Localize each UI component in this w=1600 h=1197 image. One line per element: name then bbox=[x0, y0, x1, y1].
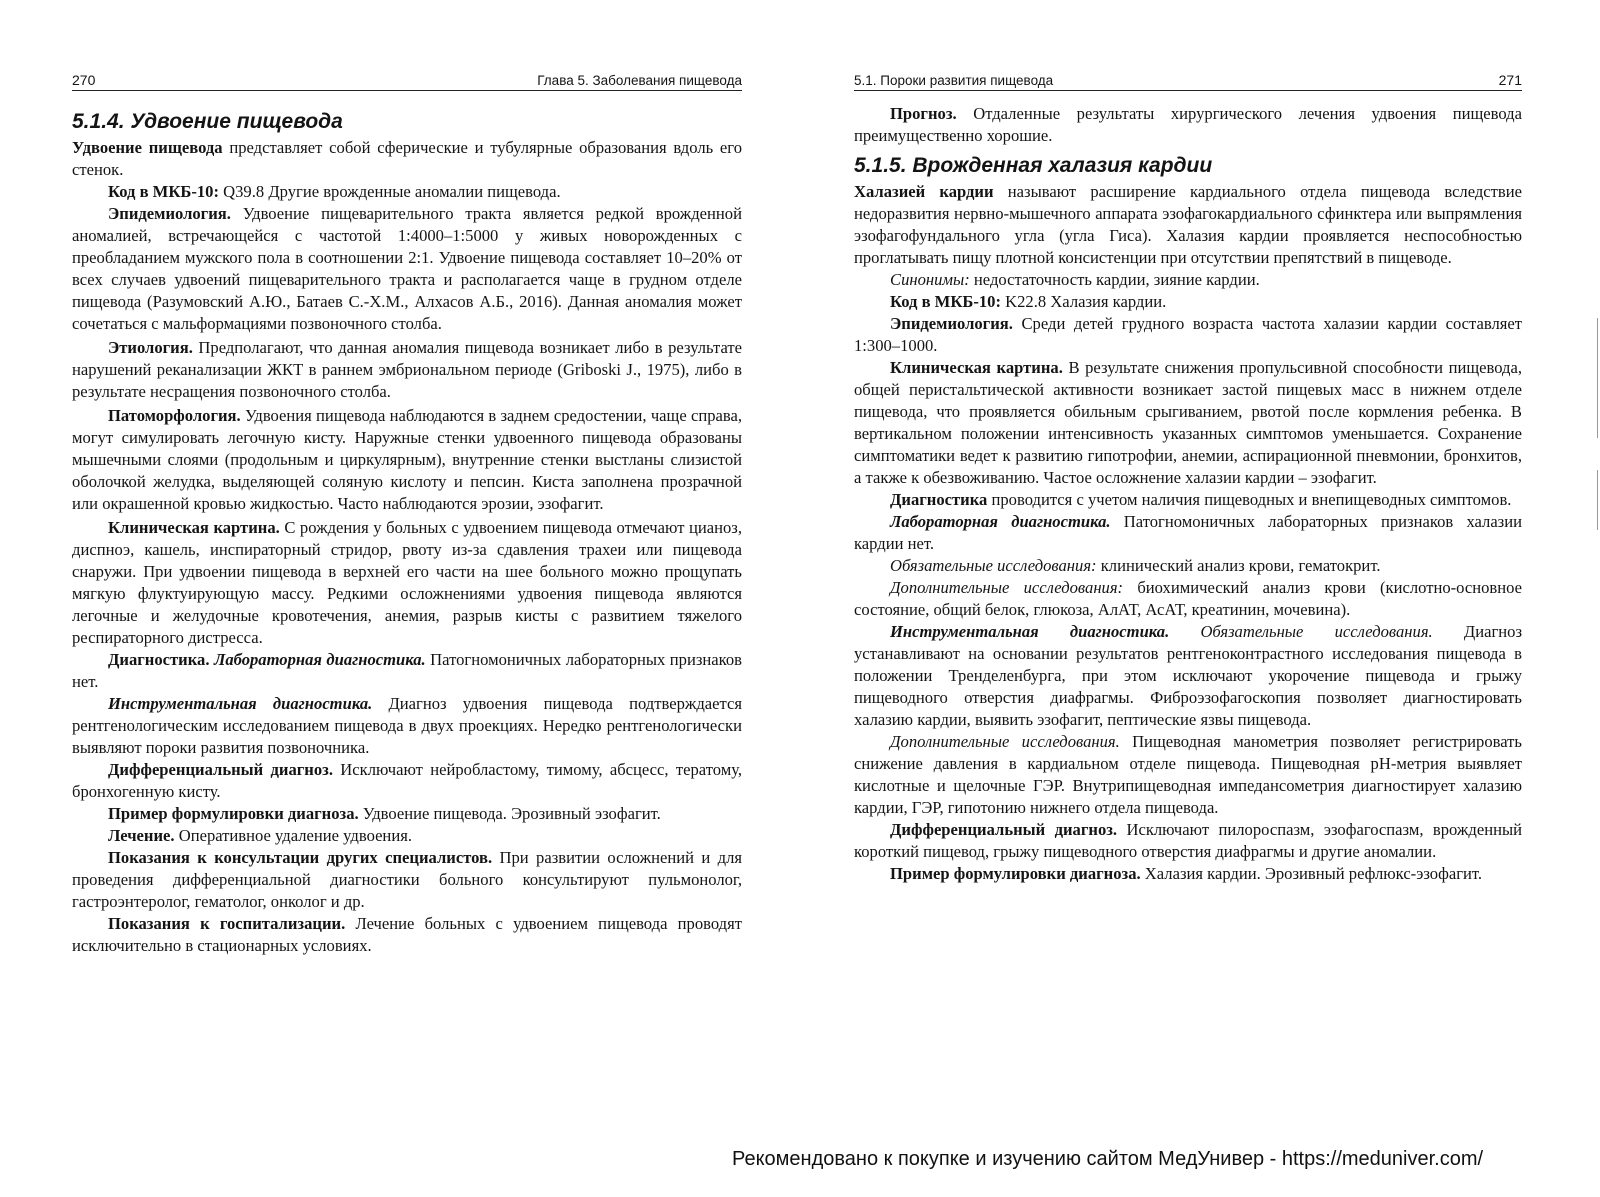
chalasia-clinical-paragraph bbox=[854, 357, 1522, 489]
intro-term: Удвоение пищевода bbox=[72, 138, 223, 157]
right-page-number: 271 bbox=[1498, 72, 1522, 88]
chalasia-example-label: Пример формулировки диагноза. bbox=[890, 864, 1141, 883]
chalasia-icd-text: K22.8 Халазия кардии. bbox=[1001, 292, 1167, 311]
chalasia-example-paragraph bbox=[854, 863, 1522, 885]
instrumental-text: Диагноз удвоения пищевода подтверждается рентгенологическим исследованием пищевода в двух проекциях. Нередко рентгенологически выявляют пороки развития позвоночника. bbox=[72, 694, 742, 757]
differential-text: Исключают нейробластому, тимому, абсцесс, тератому, бронхогенную кисту. bbox=[72, 760, 743, 801]
example-text: Удвоение пищевода. Эрозивный эзофагит. bbox=[358, 804, 661, 823]
chalasia-intro-paragraph bbox=[854, 181, 1522, 269]
left-page-number: 270 bbox=[72, 72, 96, 88]
right-page bbox=[854, 72, 1522, 885]
instrumental-label: Инструментальная диагностика. bbox=[108, 694, 373, 713]
epidemiology-text: Удвоение пищеварительного тракта является редкой врожденной аномалией, встречающейся с частотой 1:4000–1:5000 у живых новорожденных с преобладанием мужского пола в соотношении 2:1. Удвоение пищевода составляет 10–20% от всех случаев удвоений пищеварительного тракта и располагается чаще в грудном отделе пищевода (Разумовский А.Ю., Батаев С.-Х.М., Алхасов А.Б., 2016). Данная аномалия может сочетаться с мальформациями позвоночного столба. bbox=[72, 204, 742, 333]
chalasia-lab-text: Патогномоничных лабораторных признаков халазии кардии нет. bbox=[854, 512, 1522, 553]
pathomorphology-label: Патоморфология. bbox=[108, 406, 241, 425]
chalasia-instrumental-label: Инструментальная диагностика. bbox=[890, 622, 1170, 641]
right-edge-mark-lower bbox=[1597, 470, 1598, 530]
chalasia-example-text: Халазия кардии. Эрозивный рефлюкс-эзофагит. bbox=[1140, 864, 1483, 883]
section-title-5-1-4: 5.1.4. Удвоение пищевода bbox=[72, 110, 343, 133]
synonyms-text: недостаточность кардии, зияние кардии. bbox=[969, 270, 1260, 289]
chalasia-instrumental-sublabel: Обязательные исследования. bbox=[1200, 622, 1433, 641]
chalasia-instrumental-text: Диагноз устанавливают на основании результатов рентгеноконтрастного исследования пищевода в положении Тренделенбурга, при этом исключают укорочение пищевода и грыжу пищеводного отверстия диафрагмы. Фиброэзофагоскопия позволяет диагностировать халазию кардии, выявить эзофагит, пептические язвы пищевода. bbox=[854, 622, 1522, 729]
chalasia-clinical-text: В результате снижения пропульсивной способности пищевода, общей перистальтической активности возникает застой пищевых масс в нижнем отделе пищевода, что проявляется обильным срыгиванием, рвотой после кормления ребенка. В вертикальном положении интенсивность указанных симптомов уменьшается. Сохранение симптоматики ведет к развитию гипотрофии, анемии, аспирационной пневмонии, бронхитов, а также к обезвоживанию. Частое осложнение халазии кардии – эзофагит. bbox=[854, 358, 1522, 487]
icd-label: Код в МКБ-10: bbox=[108, 182, 219, 201]
etiology-paragraph bbox=[72, 337, 742, 403]
chalasia-diagnostics-text: проводится с учетом наличия пищеводных и внепищеводных симптомов. bbox=[987, 490, 1512, 509]
treatment-paragraph bbox=[72, 825, 742, 847]
synonyms-label: Синонимы: bbox=[890, 270, 970, 289]
chalasia-lab-label: Лабораторная диагностика. bbox=[890, 512, 1111, 531]
right-running-head bbox=[854, 72, 1522, 91]
synonyms-paragraph bbox=[854, 269, 1522, 291]
chalasia-differential-label: Дифференциальный диагноз. bbox=[890, 820, 1118, 839]
treatment-text: Оперативное удаление удвоения. bbox=[174, 826, 412, 845]
chalasia-clinical-label: Клиническая картина. bbox=[890, 358, 1063, 377]
treatment-label: Лечение. bbox=[108, 826, 175, 845]
left-running-head bbox=[72, 72, 742, 91]
differential-label: Дифференциальный диагноз. bbox=[108, 760, 333, 779]
chalasia-lab-paragraph bbox=[854, 511, 1522, 555]
section-title-5-1-5: 5.1.5. Врожденная халазия кардии bbox=[854, 154, 1213, 177]
pathomorphology-text: Удвоения пищевода наблюдаются в заднем средостении, чаще справа, могут симулировать легочную кисту. Наружные стенки удвоенного пищевода образованы мышечными слоями (продольным и циркулярным), внутренние стенки выстланы слизистой оболочкой желудка, выделяющей соляную кислоту и пепсин. Киста заполнена прозрачной или окрашенной кровью жидкостью. Часто наблюдаются эрозии, эзофагит. bbox=[72, 406, 742, 513]
chalasia-differential-text: Исключают пилороспазм, эзофагоспазм, врожденный короткий пищевод, грыжу пищеводного отверстия диафрагмы и другие аномалии. bbox=[854, 820, 1522, 861]
additional-tests-label: Дополнительные исследования: bbox=[890, 578, 1124, 597]
chalasia-icd-label: Код в МКБ-10: bbox=[890, 292, 1001, 311]
etiology-text: Предполагают, что данная аномалия пищевода возникает либо в результате нарушений реканализации ЖКТ в раннем эмбриональном периоде (Griboski J., 1975), либо в результате несращения позвоночного столба. bbox=[72, 338, 742, 401]
icd-paragraph bbox=[72, 181, 742, 203]
epidemiology-paragraph bbox=[72, 203, 742, 335]
chalasia-differential-paragraph bbox=[854, 819, 1522, 863]
etiology-label: Этиология. bbox=[108, 338, 193, 357]
epidemiology-label: Эпидемиология. bbox=[108, 204, 231, 223]
hospital-paragraph bbox=[72, 913, 742, 957]
mandatory-tests-label: Обязательные исследования: bbox=[890, 556, 1097, 575]
prognosis-text: Отдаленные результаты хирургического лечения удвоения пищевода преимущественно хорошие. bbox=[854, 104, 1522, 145]
instr-additional-label: Дополнительные исследования. bbox=[890, 732, 1120, 751]
clinical-text: С рождения у больных с удвоением пищевода отмечают цианоз, диспноэ, кашель, инспираторный стридор, рвоту из-за сдавления трахеи или пищевода снаружи. При удвоении пищевода в верхней его части на шее больного можно прощупать мягкую флуктуирующую массу. Редкими осложнениями удвоения пищевода являются легочные и желудочные кровотечения, анемия, разрыв кисты с развитием тяжелого респираторного дистресса. bbox=[72, 518, 742, 647]
instrumental-paragraph bbox=[72, 693, 742, 759]
clinical-paragraph bbox=[72, 517, 742, 649]
chalasia-epidemiology-text: Среди детей грудного возраста частота халазии кардии составляет 1:300–1000. bbox=[854, 314, 1522, 355]
prognosis-label: Прогноз. bbox=[890, 104, 957, 123]
right-edge-mark bbox=[1597, 318, 1598, 438]
icd-text: Q39.8 Другие врожденные аномалии пищевода. bbox=[219, 182, 561, 201]
watermark: Рекомендовано к покупке и изучению сайтом МедУнивер - https://meduniver.com/ bbox=[732, 1148, 1484, 1170]
intro-text: представляет собой сферические и тубулярные образования вдоль его стенок. bbox=[72, 138, 742, 179]
left-running-title: Глава 5. Заболевания пищевода bbox=[537, 73, 742, 88]
differential-paragraph bbox=[72, 759, 742, 803]
mandatory-tests-paragraph bbox=[854, 555, 1522, 577]
lab-diagnostics-label: Лабораторная диагностика. bbox=[213, 650, 426, 669]
chalasia-diagnostics-paragraph bbox=[854, 489, 1522, 511]
diagnostics-label: Диагностика. bbox=[108, 650, 210, 669]
additional-tests-paragraph bbox=[854, 577, 1522, 621]
example-paragraph bbox=[72, 803, 742, 825]
hospital-text: Лечение больных с удвоением пищевода проводят исключительно в стационарных условиях. bbox=[72, 914, 742, 955]
chalasia-intro-term: Халазией кардии bbox=[854, 182, 994, 201]
chalasia-epidemiology-paragraph bbox=[854, 313, 1522, 357]
consult-paragraph bbox=[72, 847, 742, 913]
mandatory-tests-text: клинический анализ крови, гематокрит. bbox=[1096, 556, 1381, 575]
additional-tests-text: биохимический анализ крови (кислотно-основное состояние, общий белок, глюкоза, АлАТ, АсАТ, креатинин, мочевина). bbox=[854, 578, 1522, 619]
right-running-title: 5.1. Пороки развития пищевода bbox=[854, 73, 1054, 88]
intro-paragraph bbox=[72, 137, 742, 181]
diagnostics-text: Патогномоничных лабораторных признаков нет. bbox=[72, 650, 742, 691]
chalasia-icd-paragraph bbox=[854, 291, 1522, 313]
hospital-label: Показания к госпитализации. bbox=[108, 914, 346, 933]
pathomorphology-paragraph bbox=[72, 405, 742, 515]
chalasia-instrumental-paragraph bbox=[854, 621, 1522, 731]
chalasia-diagnostics-label: Диагностика bbox=[890, 490, 988, 509]
consult-label: Показания к консультации других специалистов. bbox=[108, 848, 493, 867]
left-page bbox=[72, 72, 742, 957]
diagnostics-paragraph bbox=[72, 649, 742, 693]
instr-additional-text: Пищеводная манометрия позволяет регистрировать снижение давления в кардиальном отделе пищевода. Пищеводная pH-метрия выявляет кислотные и щелочные ГЭР. Внутрипищеводная импедансометрия диагностирует халазию кардии, ГЭР, гипотонию нижнего отдела пищевода. bbox=[854, 732, 1522, 817]
instr-additional-paragraph bbox=[854, 731, 1522, 819]
chalasia-epidemiology-label: Эпидемиология. bbox=[890, 314, 1013, 333]
example-label: Пример формулировки диагноза. bbox=[108, 804, 359, 823]
chalasia-intro-text: называют расширение кардиального отдела пищевода вследствие недоразвития нервно-мышечного аппарата эзофагокардиального сфинктера или выпрямления эзофагофундального угла (угла Гиса). Халазия кардии проявляется неспособностью проглатывать пищу плотной консистенции при отсутствии препятствий в пищеводе. bbox=[854, 182, 1522, 267]
consult-text: При развитии осложнений и для проведения дифференциальной диагностики больного консультируют пульмонолог, гастроэнтеролог, гематолог, онколог и др. bbox=[72, 848, 742, 911]
clinical-label: Клиническая картина. bbox=[108, 518, 280, 537]
prognosis-paragraph bbox=[854, 103, 1522, 147]
